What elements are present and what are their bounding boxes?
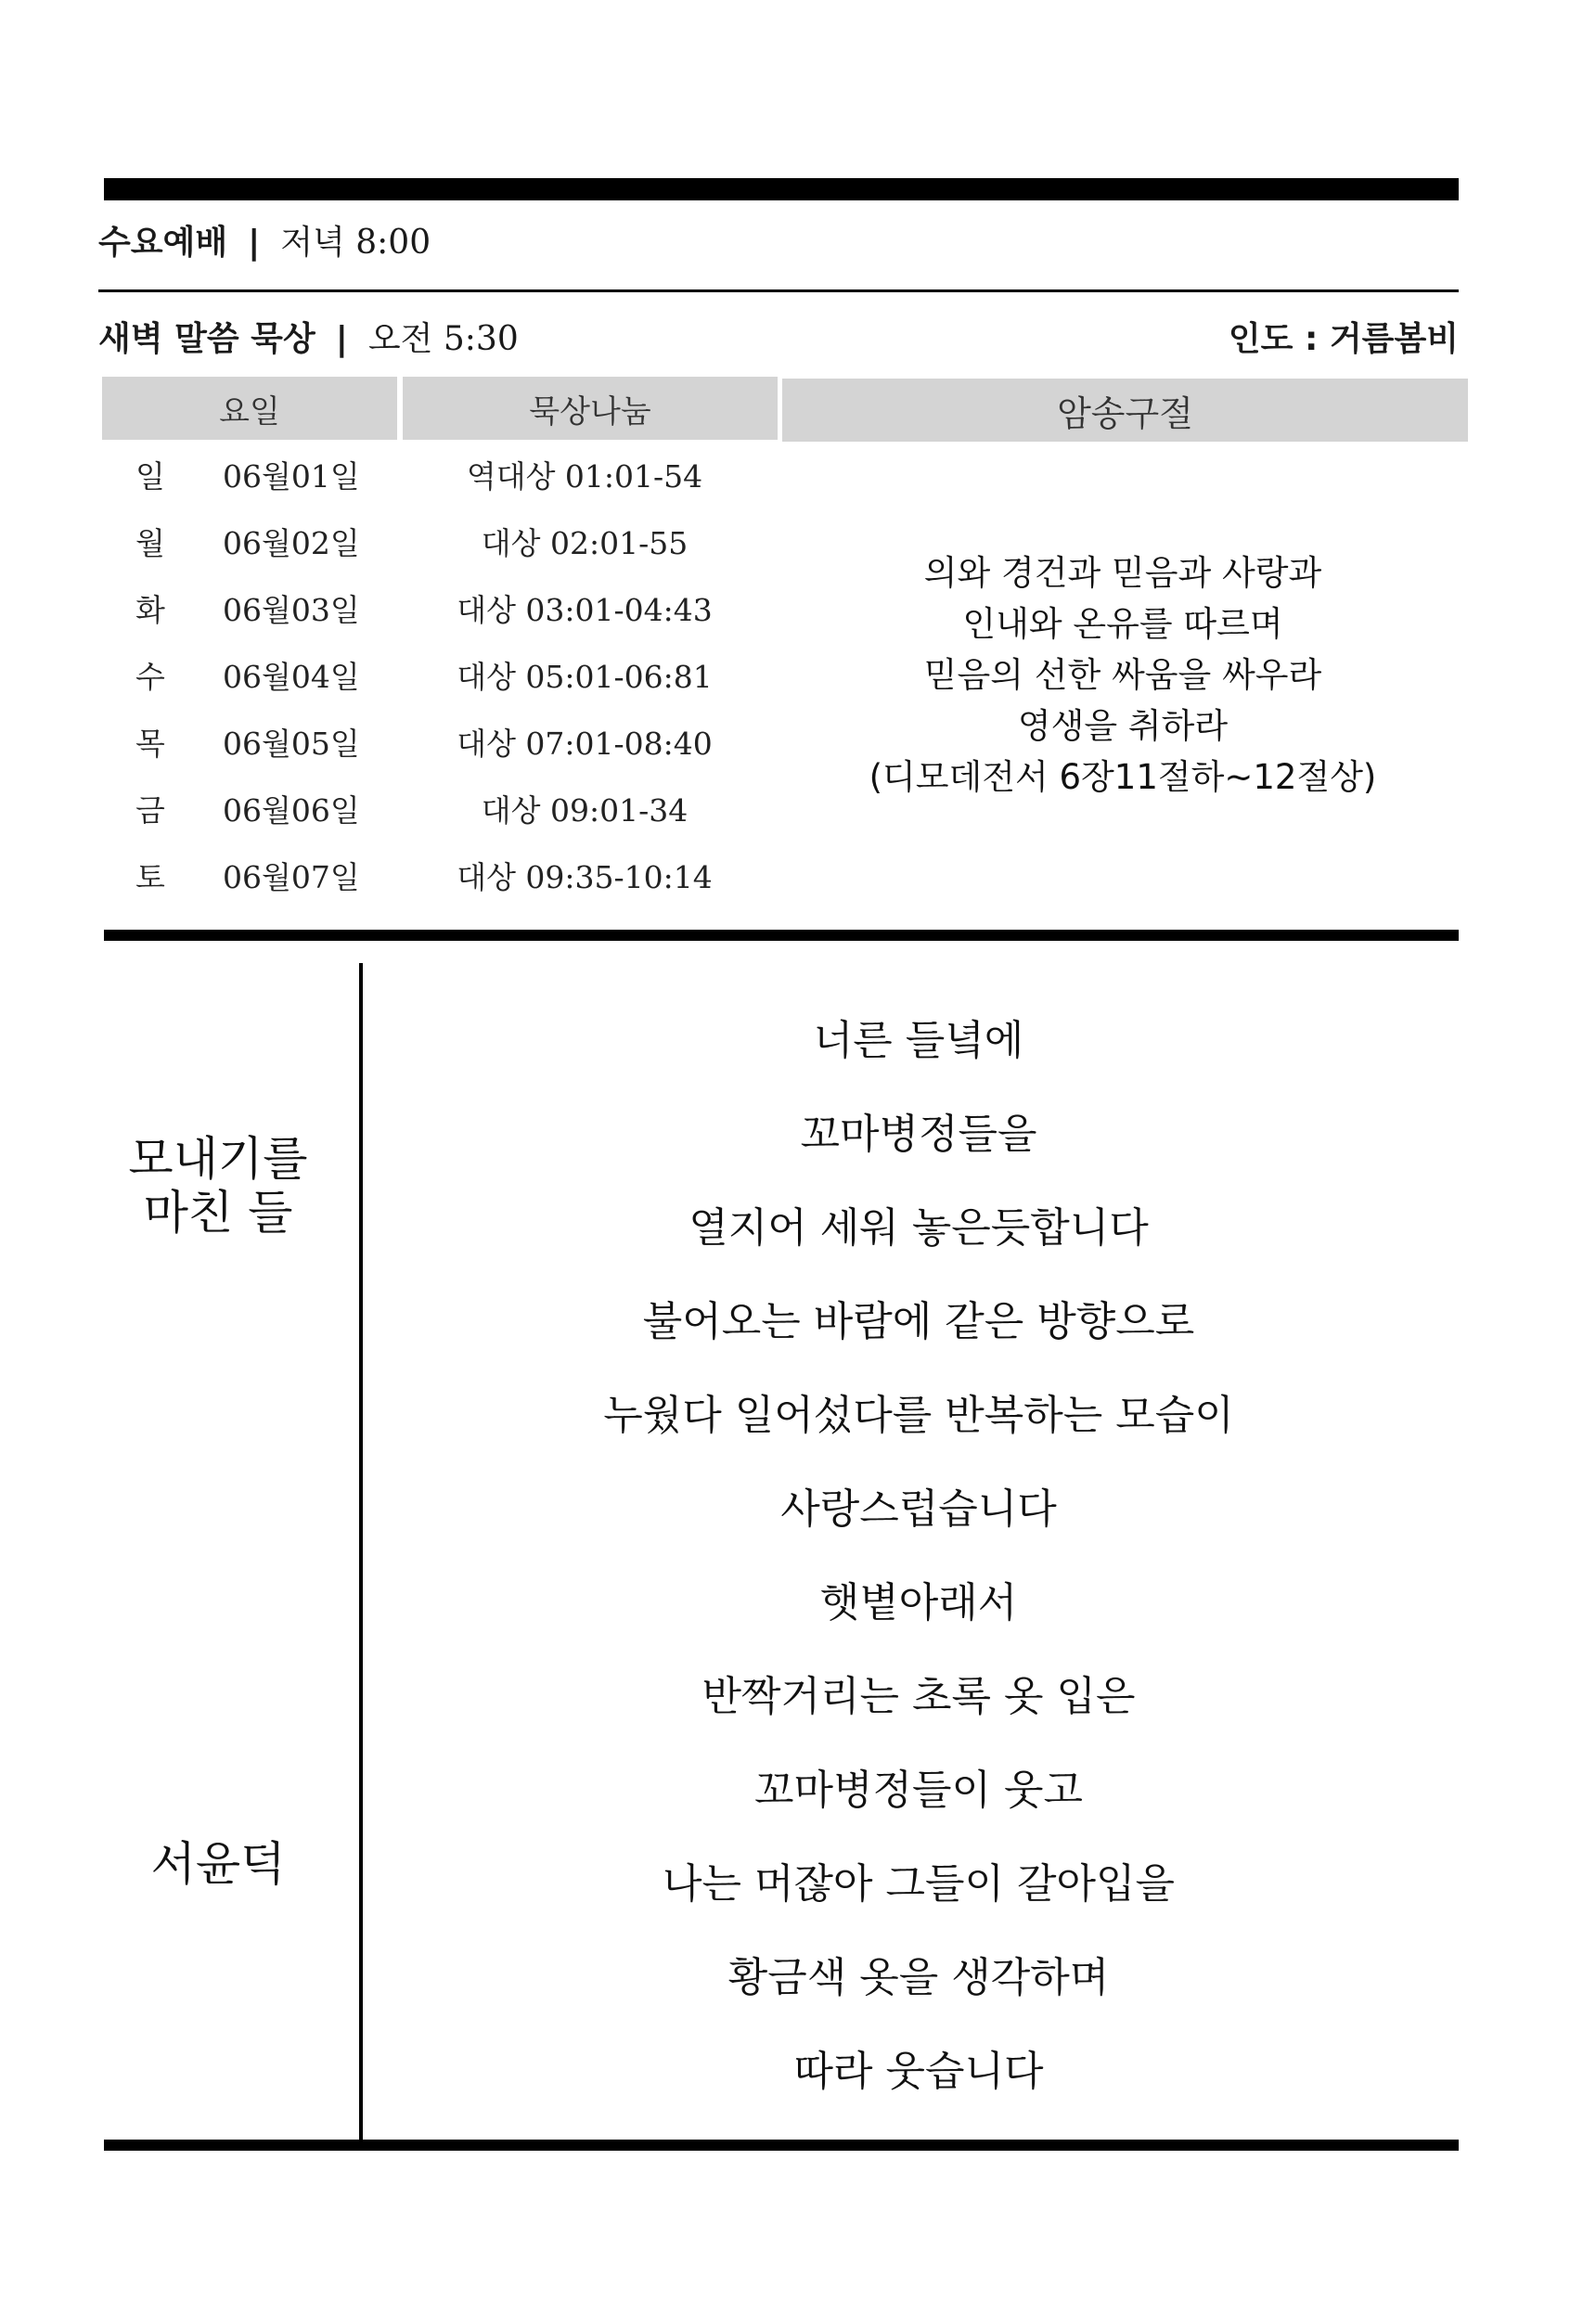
table-row: [102, 778, 779, 844]
poem-title: [102, 1132, 334, 1240]
poem-line: 불어오는 바람에 같은 방향으로: [642, 1298, 1195, 1345]
row-reference: 대상 05:01-06:81: [457, 659, 713, 695]
verse-line: 영생을 취하라: [1017, 706, 1229, 746]
poem-author: 서윤덕: [150, 1837, 286, 1891]
dawn-meditation-time: 오전 5:30: [367, 320, 519, 358]
header-verse: 암송구절: [782, 379, 1468, 442]
table-row: [102, 844, 779, 911]
dawn-meditation-title: 새벽 말씀 묵상: [98, 320, 315, 358]
row-day: 수: [135, 659, 165, 695]
poem-title-line: 모내기를: [128, 1132, 308, 1186]
thin-rule: [98, 289, 1459, 292]
top-thick-rule: [104, 178, 1459, 200]
row-date: 06월07일: [223, 859, 360, 895]
poem-line: 열지어 세워 놓은듯합니다: [689, 1204, 1149, 1252]
row-date: 06월03일: [223, 592, 360, 628]
poem-line: 사랑스럽습니다: [780, 1485, 1057, 1533]
verse-line: 의와 경건과 믿음과 사랑과: [923, 553, 1322, 593]
row-reference: 대상 09:01-34: [481, 792, 689, 829]
poem-line: 나는 머잖아 그들이 갈아입을: [662, 1860, 1175, 1908]
wednesday-service-time: 저녁 8:00: [280, 224, 431, 262]
verse-line: 믿음의 선한 싸움을 싸우라: [923, 655, 1322, 695]
row-day: 토: [135, 859, 165, 895]
separator-bar: |: [248, 224, 261, 262]
row-reference: 대상 02:01-55: [481, 525, 689, 561]
row-reference: 대상 09:35-10:14: [457, 859, 713, 895]
row-date: 06월05일: [223, 726, 360, 762]
poem-line: 햇볕아래서: [819, 1579, 1018, 1626]
header-day: 요일: [102, 377, 397, 440]
poem-title-line: 마친 들: [143, 1186, 293, 1240]
separator-bar: |: [335, 320, 348, 358]
wednesday-service-title: 수요예배: [98, 224, 228, 262]
row-reference: 역대상 01:01-54: [466, 458, 703, 495]
table-row: [102, 510, 779, 577]
poem-line: 따라 웃습니다: [793, 2048, 1044, 2095]
dawn-meditation-line: [98, 317, 519, 362]
poem-line: 반짝거리는 초록 옷 입은: [701, 1673, 1136, 1720]
memory-verse: [798, 547, 1448, 803]
wednesday-service-line: [98, 221, 431, 265]
poem-line: 꼬마병정들을: [800, 1111, 1037, 1158]
row-reference: 대상 07:01-08:40: [457, 726, 713, 762]
dawn-leader: 인도 : 거름봄비: [1228, 320, 1459, 358]
verse-line: 인내와 온유를 따르며: [962, 604, 1283, 644]
verse-citation: (디모데전서 6장11절하~12절상): [869, 757, 1377, 797]
row-day: 일: [135, 458, 165, 495]
poem-line: 너른 들녘에: [813, 1017, 1024, 1064]
row-day: 금: [135, 792, 165, 829]
row-date: 06월04일: [223, 659, 360, 695]
header-reading: 묵상나눔: [403, 377, 778, 440]
table-row: [102, 443, 779, 510]
poem-line: 누웠다 일어섰다를 반복하는 모습이: [603, 1392, 1234, 1439]
middle-thick-rule: [104, 930, 1459, 941]
row-date: 06월01일: [223, 458, 360, 495]
poem-line: 황금색 옷을 생각하며: [727, 1954, 1110, 2001]
poem-line: 꼬마병정들이 웃고: [753, 1767, 1084, 1814]
table-row: [102, 577, 779, 644]
table-row: [102, 644, 779, 711]
row-day: 월: [135, 525, 165, 561]
bottom-thick-rule: [104, 2140, 1459, 2151]
row-date: 06월06일: [223, 792, 360, 829]
row-date: 06월02일: [223, 525, 360, 561]
row-day: 목: [135, 726, 165, 762]
row-reference: 대상 03:01-04:43: [457, 592, 713, 628]
table-row: [102, 711, 779, 778]
row-day: 화: [135, 592, 165, 628]
